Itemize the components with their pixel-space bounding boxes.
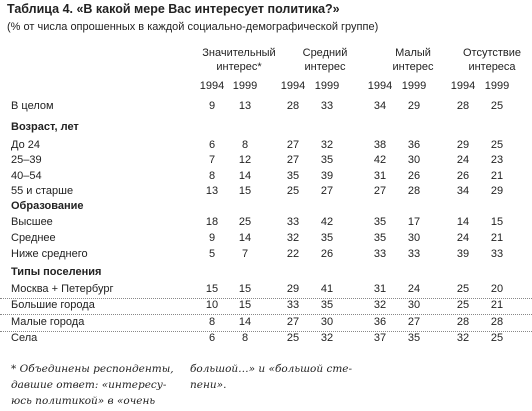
table-cell: 25 [456, 283, 470, 295]
table-cell: 33 [320, 100, 334, 112]
table-cell: 12 [238, 154, 252, 167]
table-cell: 38 [373, 139, 387, 151]
table-cell: 18 [205, 216, 219, 228]
column-header-line1: Отсутствие [462, 47, 522, 59]
table-cell: 27 [286, 154, 300, 167]
table-cell: 30 [407, 154, 421, 167]
table-cell: 30 [407, 232, 421, 245]
table-cell: 20 [490, 283, 504, 295]
table-cell: 42 [320, 216, 334, 228]
row-label: Среднее [11, 232, 56, 245]
table-row [0, 299, 532, 313]
column-header-significant [196, 46, 282, 74]
table-cell: 29 [490, 185, 504, 198]
table-cell: 25 [490, 100, 504, 112]
table-cell: 5 [208, 248, 216, 261]
year-header: 1999 [232, 80, 258, 92]
table-cell: 30 [407, 299, 421, 312]
overall-row [0, 100, 532, 114]
table-cell: 26 [456, 169, 470, 182]
table-cell: 25 [238, 216, 252, 228]
table-cell: 28 [286, 100, 300, 112]
table-row [0, 283, 532, 297]
year-header: 1999 [401, 80, 427, 92]
column-header-none [452, 46, 532, 74]
table-cell: 25 [286, 185, 300, 198]
table-cell: 32 [373, 299, 387, 312]
table-cell: 36 [407, 139, 421, 151]
table-cell: 15 [205, 283, 219, 295]
table-cell: 8 [208, 169, 216, 182]
table-cell: 35 [320, 299, 334, 312]
table-cell: 28 [490, 315, 504, 328]
table-cell: 26 [320, 248, 334, 261]
table-cell: 33 [490, 248, 504, 261]
table-cell: 32 [456, 331, 470, 344]
table-cell: 8 [208, 315, 216, 328]
table-cell: 34 [456, 185, 470, 198]
table-cell: 35 [320, 154, 334, 167]
table-cell: 31 [373, 283, 387, 295]
table-cell: 7 [208, 154, 216, 167]
table-row [0, 248, 532, 262]
table-row [0, 332, 532, 346]
table-cell: 32 [320, 139, 334, 151]
table-cell: 9 [208, 232, 216, 245]
table-cell: 36 [373, 315, 387, 328]
table-row [0, 139, 532, 153]
table-cell: 13 [238, 100, 252, 112]
table-cell: 35 [286, 169, 300, 182]
table-cell: 14 [238, 315, 252, 328]
row-label: Большие города [11, 299, 95, 312]
table-cell: 30 [320, 315, 334, 328]
table-cell: 28 [456, 315, 470, 328]
column-header-line1: Значительный [202, 47, 276, 59]
table-cell: 6 [208, 331, 216, 344]
table-cell: 8 [241, 331, 249, 344]
section-heading: Типы поселения [11, 266, 102, 278]
table-cell: 8 [241, 139, 249, 151]
table-cell: 29 [286, 283, 300, 295]
table-cell: 27 [373, 185, 387, 198]
table-cell: 25 [286, 331, 300, 344]
row-label: 25–39 [11, 154, 42, 167]
footnote-left: * Объединены респонденты, давшие ответ: «интересу- юсь политикой» в «очень [11, 363, 174, 407]
table-cell: 24 [407, 283, 421, 295]
row-label: Села [11, 331, 38, 344]
column-header-medium [290, 46, 360, 74]
year-header: 1999 [484, 80, 510, 92]
column-header-line2: интереса [468, 61, 516, 73]
table-subtitle: (% от числа опрошенных в каждой социально-демографической группе) [7, 21, 379, 33]
column-header-line1: Малый [395, 47, 431, 59]
table-cell: 35 [373, 216, 387, 228]
table-cell: 31 [373, 169, 387, 182]
table-cell: 29 [456, 139, 470, 151]
table-cell: 25 [490, 331, 504, 344]
table-cell: 27 [320, 185, 334, 198]
table-cell: 26 [407, 169, 421, 182]
row-label: Высшее [11, 216, 53, 228]
table-cell: 22 [286, 248, 300, 261]
table-cell: 14 [238, 232, 252, 245]
year-header: 1994 [199, 80, 225, 92]
row-label: 55 и старше [11, 185, 74, 198]
table-cell: 29 [407, 100, 421, 112]
table-cell: 32 [286, 232, 300, 245]
year-header: 1994 [367, 80, 393, 92]
table-row [0, 185, 532, 199]
year-header: 1999 [314, 80, 340, 92]
table-cell: 33 [286, 299, 300, 312]
year-header: 1994 [280, 80, 306, 92]
table-cell: 28 [407, 185, 421, 198]
year-header: 1994 [450, 80, 476, 92]
table-cell: 35 [373, 232, 387, 245]
column-header-line2: интерес* [216, 61, 262, 73]
table-cell: 13 [205, 185, 219, 198]
table-cell: 42 [373, 154, 387, 167]
table-cell: 10 [205, 299, 219, 312]
table-cell: 35 [320, 232, 334, 245]
section-heading: Образование [11, 200, 84, 212]
table-cell: 33 [373, 248, 387, 261]
table-row [0, 216, 532, 230]
table-cell: 27 [286, 139, 300, 151]
table-row [0, 170, 532, 184]
table-cell: 34 [373, 100, 387, 112]
footnote-right: большой…» и «большой сте- пени». [190, 363, 353, 391]
table-cell: 14 [456, 216, 470, 228]
table-cell: 35 [407, 331, 421, 344]
table-cell: 27 [286, 315, 300, 328]
table-cell: 17 [407, 216, 421, 228]
row-label: До 24 [11, 139, 40, 151]
table-cell: 28 [456, 100, 470, 112]
table-cell: 24 [456, 232, 470, 245]
row-label: 40–54 [11, 169, 42, 182]
table-cell: 25 [490, 139, 504, 151]
table-cell: 33 [407, 248, 421, 261]
section-heading: Возраст, лет [11, 121, 79, 133]
row-label: Ниже среднего [11, 248, 88, 261]
table-cell: 21 [490, 299, 504, 312]
table-cell: 21 [490, 232, 504, 245]
table-cell: 25 [456, 299, 470, 312]
row-label: Малые города [11, 315, 85, 328]
table-cell: 33 [286, 216, 300, 228]
table-cell: 39 [320, 169, 334, 182]
table-title: Таблица 4. «В какой мере Вас интересует политика?» [7, 2, 340, 16]
table-cell: 23 [490, 154, 504, 167]
table-cell: 41 [320, 283, 334, 295]
column-header-small [378, 46, 448, 74]
row-label: Москва + Петербург [11, 283, 114, 295]
table-row [0, 316, 532, 330]
table-cell: 15 [238, 283, 252, 295]
table-cell: 32 [320, 331, 334, 344]
table-cell: 37 [373, 331, 387, 344]
column-header-line1: Средний [302, 47, 348, 59]
table-cell: 9 [208, 100, 216, 112]
column-header-line2: интерес [304, 61, 346, 73]
row-label: В целом [11, 100, 54, 112]
table-cell: 27 [407, 315, 421, 328]
table-cell: 39 [456, 248, 470, 261]
table-cell: 15 [238, 185, 252, 198]
table-cell: 14 [238, 169, 252, 182]
table-row [0, 154, 532, 168]
column-header-line2: интерес [392, 61, 434, 73]
table-cell: 15 [490, 216, 504, 228]
table-cell: 7 [241, 248, 249, 261]
table-row [0, 232, 532, 246]
table-cell: 21 [490, 169, 504, 182]
table-cell: 15 [238, 299, 252, 312]
table-cell: 24 [456, 154, 470, 167]
table-cell: 6 [208, 139, 216, 151]
